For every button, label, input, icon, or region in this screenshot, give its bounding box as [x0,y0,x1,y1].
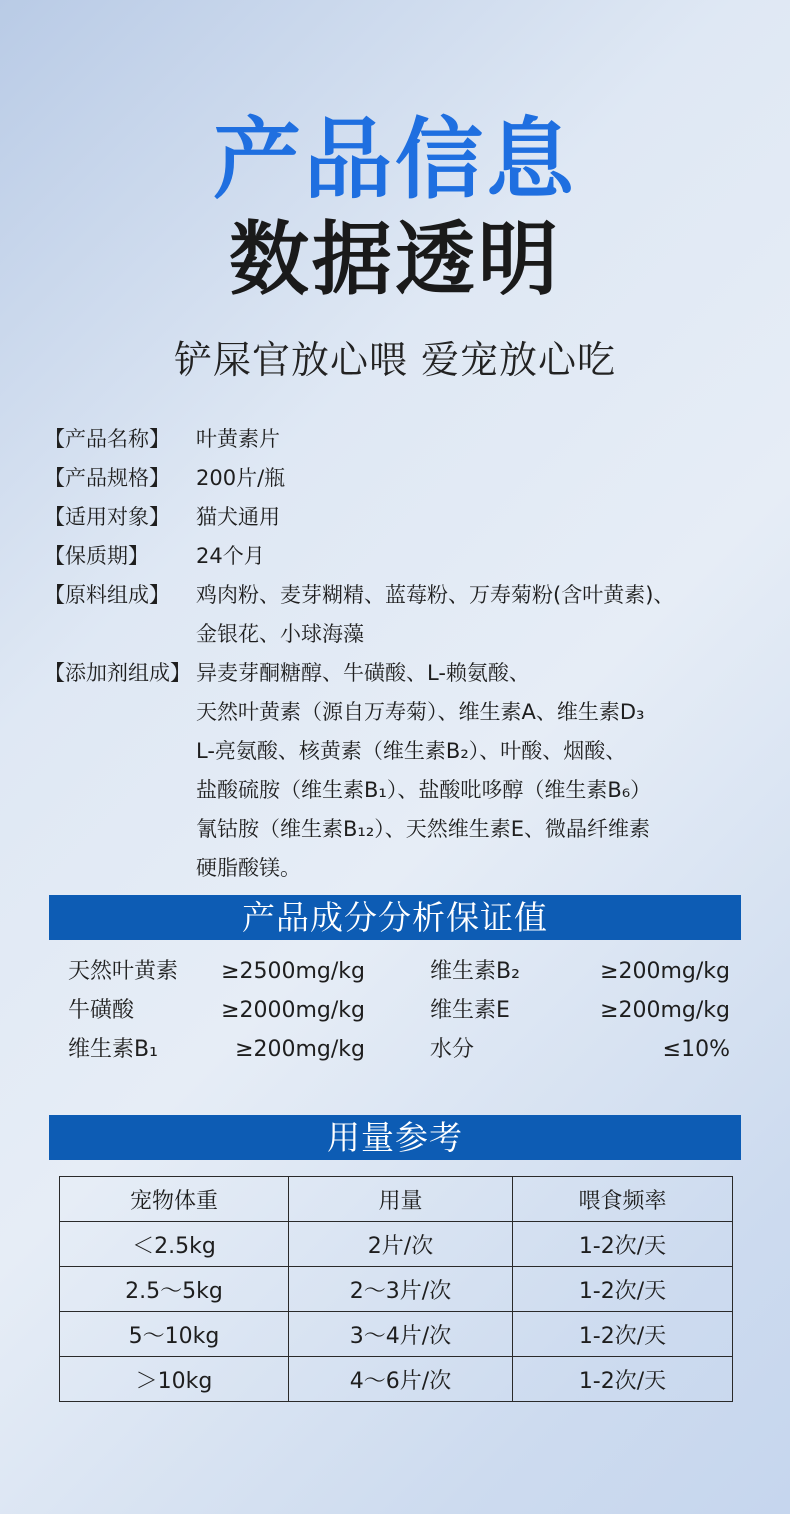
dosage-table [59,1176,733,1402]
table-row [60,1267,733,1312]
table-cell: 4～6片/次 [289,1357,513,1402]
analysis-value: ≤10% [662,1037,730,1062]
info-row-spec [44,459,744,498]
page-title: 产品信息 [212,108,577,211]
page-subtitle: 数据透明 [229,213,561,306]
info-row-additives [44,654,744,888]
info-row-name [44,420,744,459]
analysis-row [0,991,790,1030]
info-label: 【产品名称】 [44,427,170,451]
table-header-row [60,1177,733,1222]
analysis-value: ≥200mg/kg [600,959,730,984]
info-value: 200片/瓶 [196,466,286,490]
analysis-name: 维生素B₁ [68,1037,158,1062]
analysis-name: 天然叶黄素 [68,959,179,984]
column-header-frequency: 喂食频率 [513,1177,733,1222]
info-value: 猫犬通用 [196,505,280,529]
analysis-name: 水分 [430,1037,475,1062]
table-cell: ＞10kg [60,1357,289,1402]
tagline: 铲屎官放心喂 爱宠放心吃 [173,338,617,382]
table-cell: 5～10kg [60,1312,289,1357]
analysis-value: ≥2500mg/kg [221,959,365,984]
column-header-weight: 宠物体重 [60,1177,289,1222]
table-cell: 2片/次 [289,1222,513,1267]
table-row [60,1357,733,1402]
column-header-dose: 用量 [289,1177,513,1222]
info-label: 【原料组成】 [44,583,170,607]
info-row-ingredients [44,576,744,654]
info-row-target [44,498,744,537]
table-cell: 1-2次/天 [513,1357,733,1402]
info-label: 【适用对象】 [44,505,170,529]
product-info-list [44,420,744,888]
table-row [60,1222,733,1267]
table-cell: 2.5～5kg [60,1267,289,1312]
table-cell: ＜2.5kg [60,1222,289,1267]
table-cell: 1-2次/天 [513,1312,733,1357]
info-label: 【添加剂组成】 [44,661,191,685]
analysis-value: ≥200mg/kg [600,998,730,1023]
analysis-grid [0,952,790,1069]
analysis-value: ≥2000mg/kg [221,998,365,1023]
analysis-name: 牛磺酸 [68,998,135,1023]
info-label: 【保质期】 [44,544,149,568]
info-value: 异麦芽酮糖醇、牛磺酸、L-赖氨酸、 天然叶黄素（源自万寿菊）、维生素A、维生素D₃ L-亮氨酸、核黄素（维生素B₂）、叶酸、烟酸、 盐酸硫胺（维生素B₁）、盐酸吡哆醇（维生素B₆） 氰钴胺（维生素B₁₂）、天然维生素E、微晶纤维素 硬脂酸镁。 [196,661,652,880]
table-cell: 3～4片/次 [289,1312,513,1357]
info-value: 24个月 [196,544,265,568]
table-row [60,1312,733,1357]
table-cell: 1-2次/天 [513,1267,733,1312]
analysis-name: 维生素E [430,998,510,1023]
info-label: 【产品规格】 [44,466,170,490]
info-row-shelf-life [44,537,744,576]
analysis-row [0,952,790,991]
analysis-name: 维生素B₂ [430,959,520,984]
info-value: 鸡肉粉、麦芽糊精、蓝莓粉、万寿菊粉(含叶黄素)、 金银花、小球海藻 [196,583,675,646]
info-value: 叶黄素片 [196,427,280,451]
dosage-section-header: 用量参考 [49,1115,741,1160]
analysis-section-header: 产品成分分析保证值 [49,895,741,940]
analysis-value: ≥200mg/kg [235,1037,365,1062]
table-cell: 1-2次/天 [513,1222,733,1267]
table-cell: 2～3片/次 [289,1267,513,1312]
analysis-row [0,1030,790,1069]
